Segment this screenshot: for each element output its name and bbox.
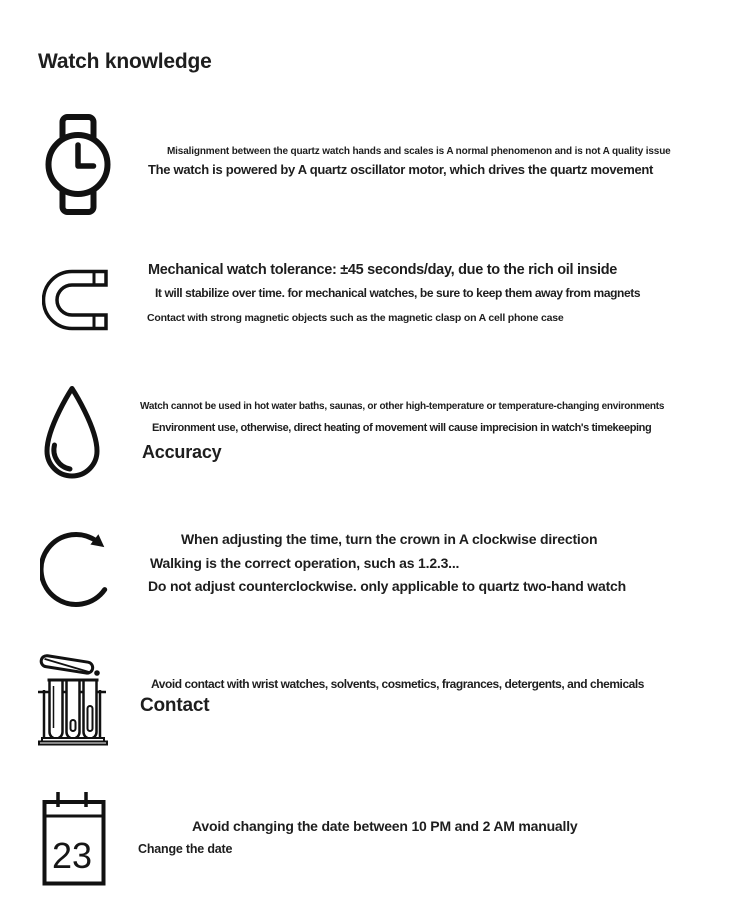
water-drop-icon bbox=[42, 385, 102, 482]
magnet-note: Contact with strong magnetic objects such as the magnetic clasp on A cell phone case bbox=[147, 312, 564, 324]
calendar-icon bbox=[42, 791, 106, 886]
date-headline: Avoid changing the date between 10 PM and 2 AM manually bbox=[192, 818, 578, 834]
magnet-headline: Mechanical watch tolerance: ±45 seconds/day, due to the rich oil inside bbox=[148, 262, 618, 278]
magnet-icon bbox=[42, 268, 108, 332]
date-text: Change the date bbox=[138, 842, 233, 856]
crown-text: Walking is the correct operation, such as 1.2.3... bbox=[150, 555, 460, 571]
contact-heading: Contact bbox=[140, 695, 210, 716]
crown-headline: When adjusting the time, turn the crown in A clockwise direction bbox=[181, 531, 598, 547]
chemicals-text: Avoid contact with wrist watches, solvents, cosmetics, fragrances, detergents, and chemicals bbox=[151, 677, 644, 691]
quartz-text: The watch is powered by A quartz oscillator motor, which drives the quartz movement bbox=[148, 162, 654, 177]
magnet-text: It will stabilize over time. for mechanical watches, be sure to keep them away from magnets bbox=[155, 286, 641, 300]
quartz-note: Misalignment between the quartz watch hands and scales is A normal phenomenon and is not A quality issue bbox=[167, 146, 671, 157]
wristwatch-icon bbox=[42, 114, 114, 215]
temperature-text: Environment use, otherwise, direct heating of movement will cause imprecision in watch's timekeeping bbox=[152, 422, 652, 434]
page-title: Watch knowledge bbox=[38, 50, 212, 74]
crown-note: Do not adjust counterclockwise. only applicable to quartz two-hand watch bbox=[148, 578, 626, 594]
calendar-day-number: 23 bbox=[51, 835, 93, 876]
accuracy-heading: Accuracy bbox=[142, 442, 222, 462]
temperature-note: Watch cannot be used in hot water baths, saunas, or other high-temperature or temperature-changing environments bbox=[140, 401, 665, 412]
test-tubes-icon bbox=[38, 652, 108, 746]
clockwise-arrow-icon bbox=[40, 527, 108, 612]
